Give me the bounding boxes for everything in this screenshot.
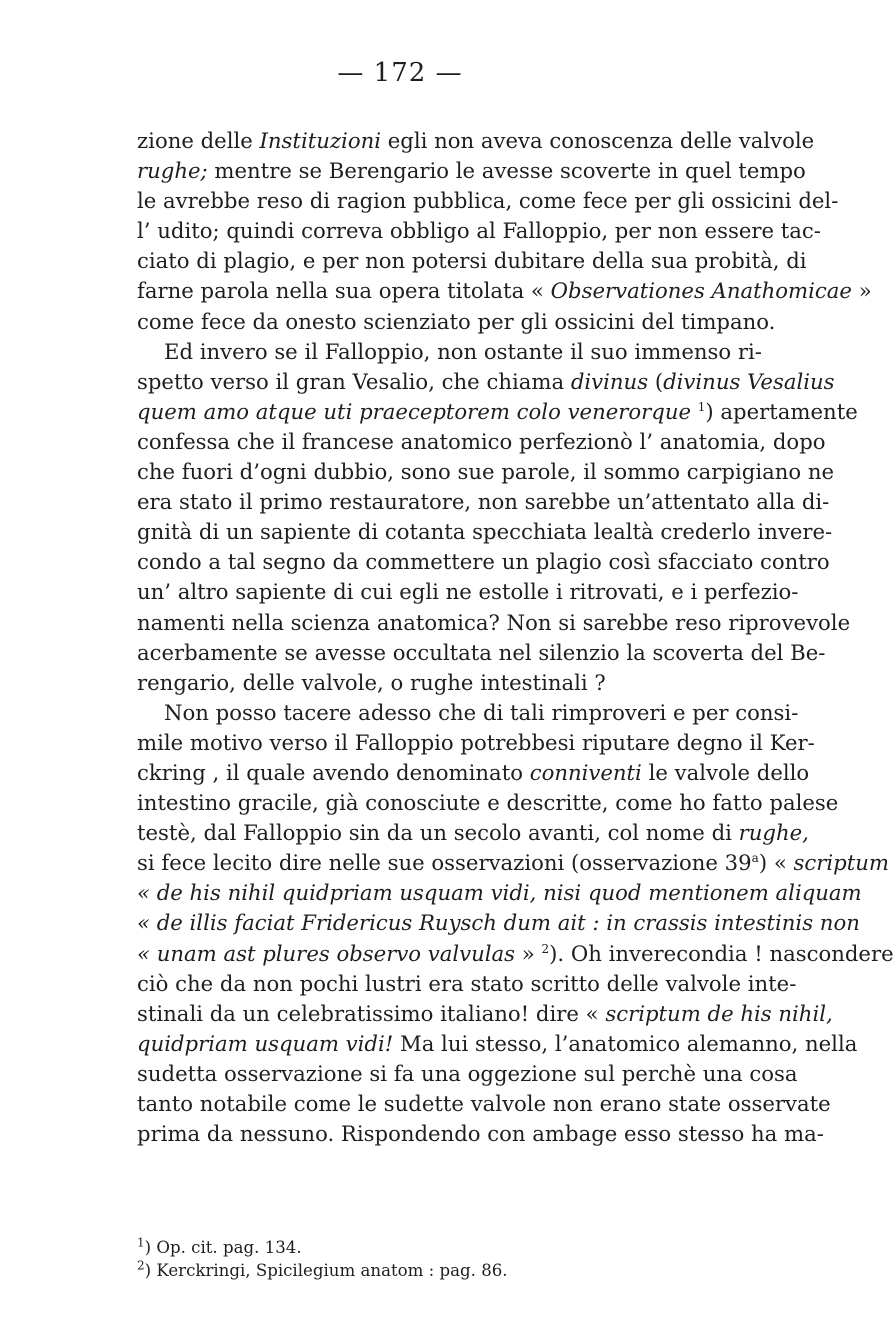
text-segment: gnità di un sapiente di cotanta specchiata lealtà crederlo invere- (137, 519, 833, 545)
footnote (137, 1236, 747, 1259)
text-segment: namenti nella scienza anatomica? Non si sarebbe reso riprovevole (137, 609, 851, 635)
text-line (137, 246, 807, 276)
text-line (137, 698, 799, 728)
text-segment: conniventi (529, 759, 642, 785)
text-segment: quem amo atque uti praeceptorem colo venerorque (137, 398, 692, 424)
text-line (137, 969, 797, 999)
footnote (137, 1259, 747, 1282)
text-segment: rughe; (137, 158, 208, 184)
text-segment: condo a tal segno da commettere un plagio così sfacciato contro (137, 549, 830, 575)
text-line (137, 186, 839, 216)
text-line (137, 668, 747, 698)
text-segment: acerbamente se avesse occultata nel silenzio la scoverta del Be- (137, 639, 826, 665)
text-segment: sudetta osservazione si fa una oggezione sul perchè una cosa (137, 1060, 798, 1086)
text-segment: » (515, 940, 542, 966)
text-line (137, 1119, 824, 1149)
text-line (137, 577, 799, 607)
text-line (137, 1059, 798, 1089)
text-segment: quidpriam usquam vidi! (137, 1030, 394, 1056)
text-segment: ciò che da non pochi lustri era stato scritto delle valvole inte- (137, 970, 797, 996)
text-segment: prima da nessuno. Rispondendo con ambage esso stesso ha ma- (137, 1121, 824, 1147)
text-segment: mile motivo verso il Falloppio potrebbesi riputare degno il Ker- (137, 729, 815, 755)
text-segment: egli non aveva conoscenza delle valvole (381, 128, 815, 153)
text-line (137, 758, 810, 788)
text-line (137, 126, 815, 156)
text-segment: « unam ast plures observo valvulas (137, 940, 516, 966)
text-segment: le avrebbe reso di ragion pubblica, come fece per gli ossicini del- (137, 188, 839, 214)
text-line (137, 939, 894, 969)
text-segment: ). Oh inverecondia ! nascondere (549, 940, 894, 966)
footnote-ref: 2 (541, 941, 550, 956)
text-line (137, 307, 776, 337)
text-segment: farne parola nella sua opera titolata « (137, 278, 551, 304)
footnote-mark: 1 (137, 1235, 145, 1250)
footnote-ref: a (751, 851, 759, 866)
footnote-mark: 2 (137, 1258, 145, 1273)
text-segment: » (851, 278, 872, 304)
text-segment: spetto verso il gran Vesalio, che chiama (137, 368, 571, 394)
text-segment: scriptum (793, 850, 889, 876)
text-segment: Ma lui stesso, l’anatomico alemanno, nella (393, 1030, 858, 1056)
text-segment: divinus Vesalius (663, 368, 835, 394)
text-line (137, 427, 826, 457)
text-line (137, 216, 821, 246)
footnote-text: ) Kerckringi, Spicilegium anatom : pag. 86. (144, 1261, 508, 1280)
text-segment: ciato di plagio, e per non potersi dubitare della sua probità, di (137, 248, 807, 274)
text-line (137, 457, 835, 487)
text-line (137, 276, 872, 306)
text-segment: « de his nihil quidpriam usquam vidi, nisi quod mentionem aliquam (137, 880, 862, 906)
text-segment: Observationes Anathomicae (550, 278, 852, 304)
text-segment: ( (648, 368, 664, 394)
text-line (137, 397, 858, 427)
page-number: — 172 — (337, 58, 463, 88)
text-segment: intestino gracile, già conosciute e descritte, come ho fatto palese (137, 790, 839, 816)
text-segment: era stato il primo restauratore, non sarebbe un’attentato alla di- (137, 489, 830, 515)
text-segment: ckring , il quale avendo denominato (137, 759, 530, 785)
text-line (137, 367, 835, 397)
text-segment: zione delle (137, 128, 260, 153)
text-segment: che fuori d’ogni dubbio, sono sue parole, il sommo carpigiano ne (137, 459, 835, 485)
text-line (137, 818, 809, 848)
text-line (137, 487, 830, 517)
text-line (137, 848, 889, 878)
footnote-ref: 1 (697, 399, 706, 414)
text-line (137, 608, 851, 638)
footnote-text: ) Op. cit. pag. 134. (144, 1238, 302, 1257)
text-line (137, 337, 762, 367)
text-line (137, 1029, 858, 1059)
body-text (137, 126, 894, 1149)
text-segment: stinali da un celebratissimo italiano! dire « (137, 1000, 606, 1026)
text-segment: tanto notabile come le sudette valvole non erano state osservate (137, 1091, 831, 1116)
text-segment: rughe, (738, 820, 809, 846)
text-line (137, 999, 833, 1029)
text-segment: ) « (758, 850, 794, 876)
text-line (137, 638, 826, 668)
text-segment: ) apertamente (705, 398, 858, 424)
text-segment: confessa che il francese anatomico perfezionò l’ anatomia, dopo (137, 428, 826, 454)
text-line (137, 156, 806, 186)
text-line (137, 517, 833, 547)
text-line (137, 1089, 831, 1119)
text-segment (691, 399, 698, 424)
text-segment: come fece da onesto scienziato per gli ossicini del timpano. (137, 308, 776, 334)
text-line (137, 908, 860, 938)
text-segment: mentre se Berengario le avesse scoverte in quel tempo (207, 158, 806, 184)
text-line (137, 547, 830, 577)
text-line (137, 728, 815, 758)
text-line (137, 788, 839, 818)
text-segment: Non posso tacere adesso che di tali rimproveri e per consi- (164, 699, 799, 725)
text-segment: divinus (570, 368, 649, 394)
text-segment: scriptum de his nihil, (605, 1000, 833, 1026)
text-segment: l’ udito; quindi correva obbligo al Falloppio, per non essere tac- (137, 218, 821, 244)
text-segment: le valvole dello (641, 759, 810, 785)
text-segment: rengario, delle valvole, o rughe intestinali ? (137, 669, 606, 695)
text-segment: testè, dal Falloppio sin da un secolo avanti, col nome di (137, 820, 739, 846)
text-segment: si fece lecito dire nelle sue osservazioni (osservazione 39 (137, 850, 752, 876)
text-segment: Instituzioni (259, 128, 382, 153)
text-segment: Ed invero se il Falloppio, non ostante il suo immenso ri- (164, 338, 762, 364)
footnotes (137, 1236, 747, 1282)
text-segment: « de illis faciat Fridericus Ruysch dum ait : in crassis intestinis non (137, 910, 860, 936)
text-segment: un’ altro sapiente di cui egli ne estolle i ritrovati, e i perfezio- (137, 579, 799, 605)
text-line (137, 878, 862, 908)
